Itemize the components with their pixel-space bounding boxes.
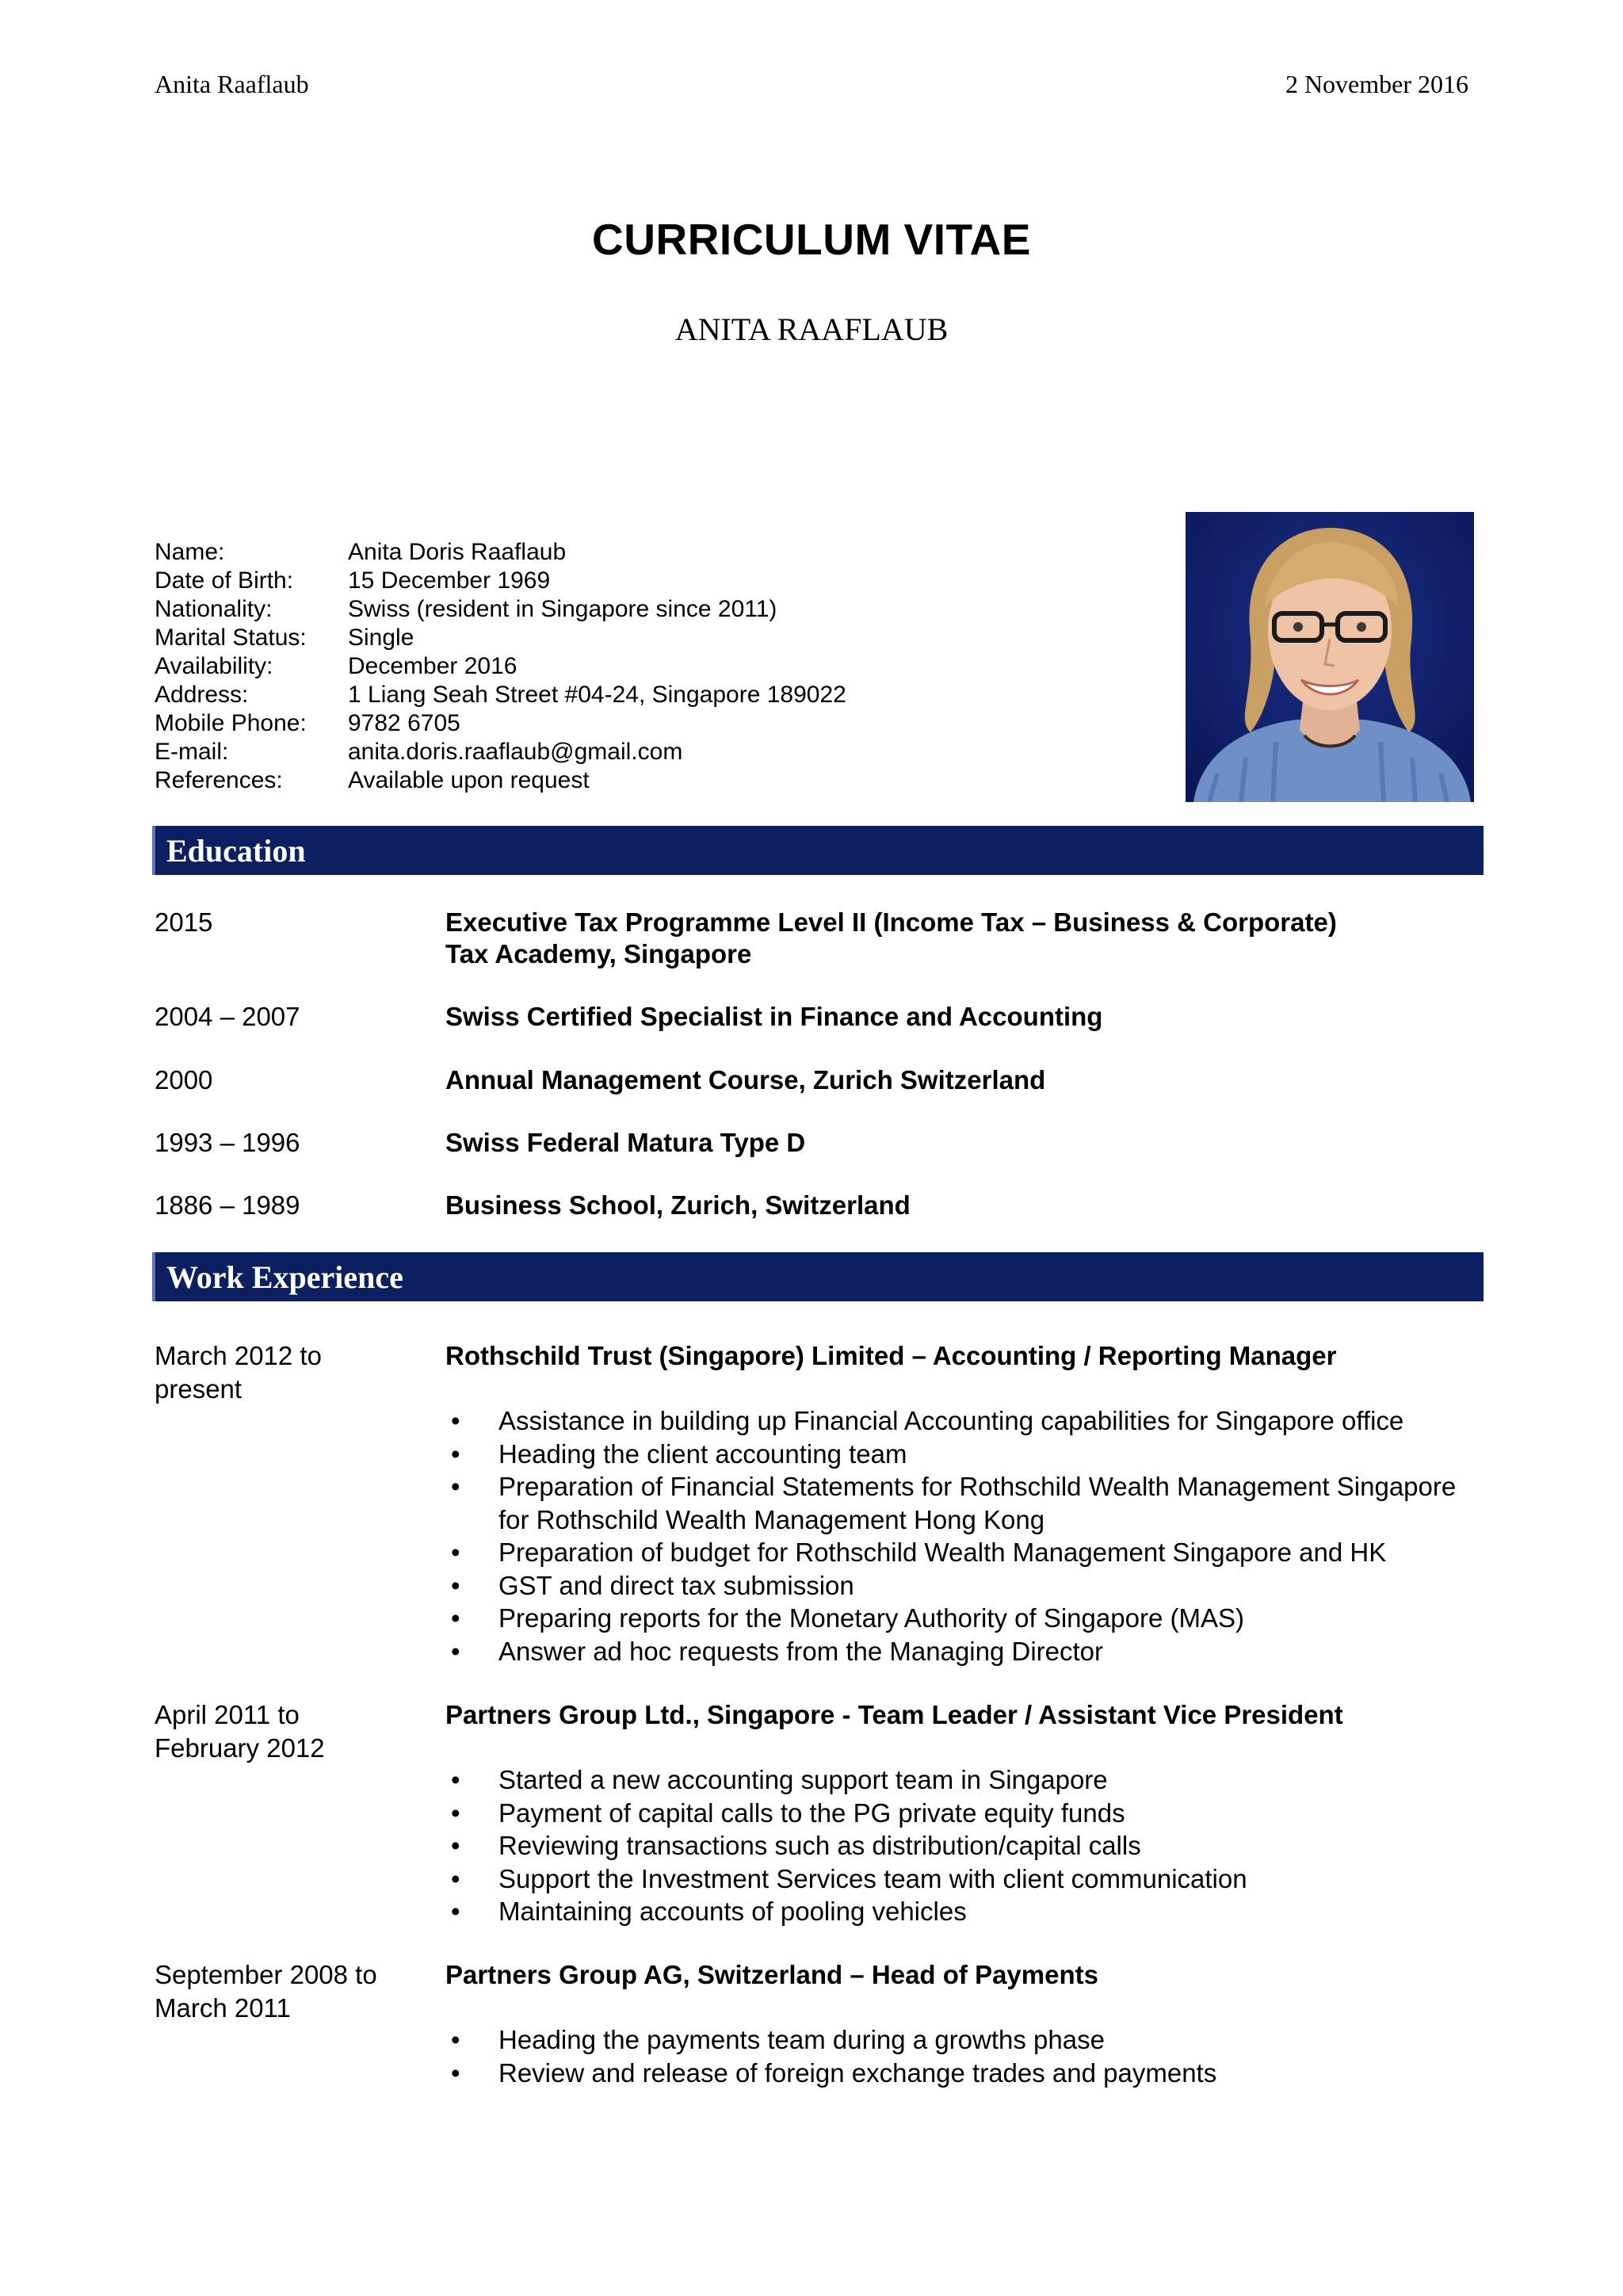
- work-experience-heading: Work Experience: [166, 1259, 403, 1295]
- job-responsibilities: [445, 1404, 1484, 1668]
- personal-row-name: [155, 538, 846, 567]
- personal-label: Mobile Phone:: [155, 710, 307, 736]
- job-responsibilities: [445, 1763, 1484, 1928]
- job-date: [155, 1958, 408, 2025]
- education-item: [155, 1190, 1478, 1221]
- personal-row-availability: [155, 652, 846, 681]
- education-section-header: [152, 826, 1484, 875]
- job-title: Rothschild Trust (Singapore) Limited – Accounting / Reporting Manager: [445, 1341, 1337, 1370]
- education-year: 2000: [155, 1065, 213, 1095]
- portrait-illustration: [1186, 512, 1474, 802]
- education-year: 1993 – 1996: [155, 1128, 300, 1157]
- education-year: 2004 – 2007: [155, 1002, 300, 1031]
- education-description: [445, 907, 1337, 970]
- personal-row-email: [155, 738, 846, 766]
- education-item: [155, 1064, 1478, 1096]
- personal-value: anita.doris.raaflaub@gmail.com: [348, 739, 683, 765]
- responsibility-item: • Answer ad hoc requests from the Managing Director: [445, 1635, 1484, 1668]
- personal-value: Anita Doris Raaflaub: [348, 539, 567, 565]
- job-date: [155, 1339, 408, 1406]
- education-heading: Education: [166, 833, 306, 869]
- personal-value: Swiss (resident in Singapore since 2011): [348, 596, 777, 622]
- personal-value: 1 Liang Seah Street #04-24, Singapore 189022: [348, 682, 846, 708]
- responsibility-item: • Preparing reports for the Monetary Authority of Singapore (MAS): [445, 1602, 1484, 1635]
- education-description: Swiss Certified Specialist in Finance and Accounting: [445, 1002, 1103, 1031]
- responsibility-item: • Maintaining accounts of pooling vehicles: [445, 1895, 1484, 1928]
- personal-label: Availability:: [155, 653, 273, 679]
- job-title: Partners Group Ltd., Singapore - Team Leader / Assistant Vice President: [445, 1700, 1343, 1729]
- personal-row-nationality: [155, 595, 846, 624]
- personal-label: Name:: [155, 539, 225, 565]
- education-line: Executive Tax Programme Level II (Income Tax – Business & Corporate): [445, 907, 1337, 937]
- job-date-line: present: [155, 1374, 242, 1404]
- candidate-name-heading: ANITA RAAFLAUB: [674, 311, 949, 347]
- responsibility-item: • Review and release of foreign exchange trades and payments: [445, 2057, 1484, 2090]
- responsibility-item: • Payment of capital calls to the PG private equity funds: [445, 1797, 1484, 1830]
- personal-label: References:: [155, 767, 283, 793]
- personal-value: December 2016: [348, 653, 517, 679]
- personal-value: Available upon request: [348, 767, 590, 793]
- education-item: [155, 1001, 1478, 1033]
- responsibility-item: • Started a new accounting support team in Singapore: [445, 1763, 1484, 1797]
- page-header-author: Anita Raaflaub: [155, 70, 309, 98]
- personal-label: Marital Status:: [155, 625, 307, 651]
- job-date: [155, 1698, 408, 1765]
- job-date-line: March 2012 to: [155, 1341, 322, 1370]
- personal-row-dob: [155, 567, 846, 595]
- responsibility-item: • Support the Investment Services team with client communication: [445, 1862, 1484, 1896]
- responsibility-item: • Preparation of budget for Rothschild Wealth Management Singapore and HK: [445, 1536, 1484, 1569]
- document-title: CURRICULUM VITAE: [592, 215, 1031, 264]
- personal-value: Single: [348, 625, 414, 651]
- responsibility-item: • Heading the payments team during a growths phase: [445, 2023, 1484, 2057]
- personal-label: E-mail:: [155, 739, 229, 765]
- work-experience-section-header: [152, 1252, 1484, 1301]
- personal-value: 15 December 1969: [348, 567, 551, 594]
- education-line: Tax Academy, Singapore: [445, 939, 752, 968]
- personal-label: Date of Birth:: [155, 567, 294, 594]
- personal-row-address: [155, 681, 846, 709]
- job-responsibilities: [445, 2023, 1484, 2089]
- education-description: Annual Management Course, Zurich Switzerland: [445, 1065, 1046, 1095]
- job-title: Partners Group AG, Switzerland – Head of Payments: [445, 1960, 1098, 1989]
- job-date-line: February 2012: [155, 1733, 325, 1763]
- portrait-photo: [1186, 512, 1474, 802]
- responsibility-item: • Heading the client accounting team: [445, 1438, 1484, 1471]
- responsibility-item: • Preparation of Financial Statements for Rothschild Wealth Management Singapore for Rothschild Wealth Management Hong Kong: [445, 1470, 1484, 1536]
- job-date-line: March 2011: [155, 1993, 291, 2023]
- personal-label: Nationality:: [155, 596, 273, 622]
- education-description: Swiss Federal Matura Type D: [445, 1128, 806, 1157]
- education-year: 1886 – 1989: [155, 1190, 300, 1220]
- responsibility-item: • GST and direct tax submission: [445, 1569, 1484, 1603]
- education-description: Business School, Zurich, Switzerland: [445, 1190, 911, 1220]
- job-date-line: April 2011 to: [155, 1700, 300, 1729]
- page-header-date: 2 November 2016: [1285, 70, 1468, 98]
- education-item: [155, 907, 1478, 970]
- personal-value: 9782 6705: [348, 710, 460, 736]
- responsibility-item: • Reviewing transactions such as distribution/capital calls: [445, 1829, 1484, 1862]
- responsibility-item: • Assistance in building up Financial Accounting capabilities for Singapore office: [445, 1404, 1484, 1438]
- education-item: [155, 1127, 1478, 1159]
- personal-row-references: [155, 766, 846, 795]
- personal-row-mobile: [155, 709, 846, 738]
- personal-details: [155, 538, 846, 795]
- education-year: 2015: [155, 907, 213, 937]
- job-date-line: September 2008 to: [155, 1960, 377, 1989]
- personal-label: Address:: [155, 682, 249, 708]
- personal-row-marital-status: [155, 624, 846, 652]
